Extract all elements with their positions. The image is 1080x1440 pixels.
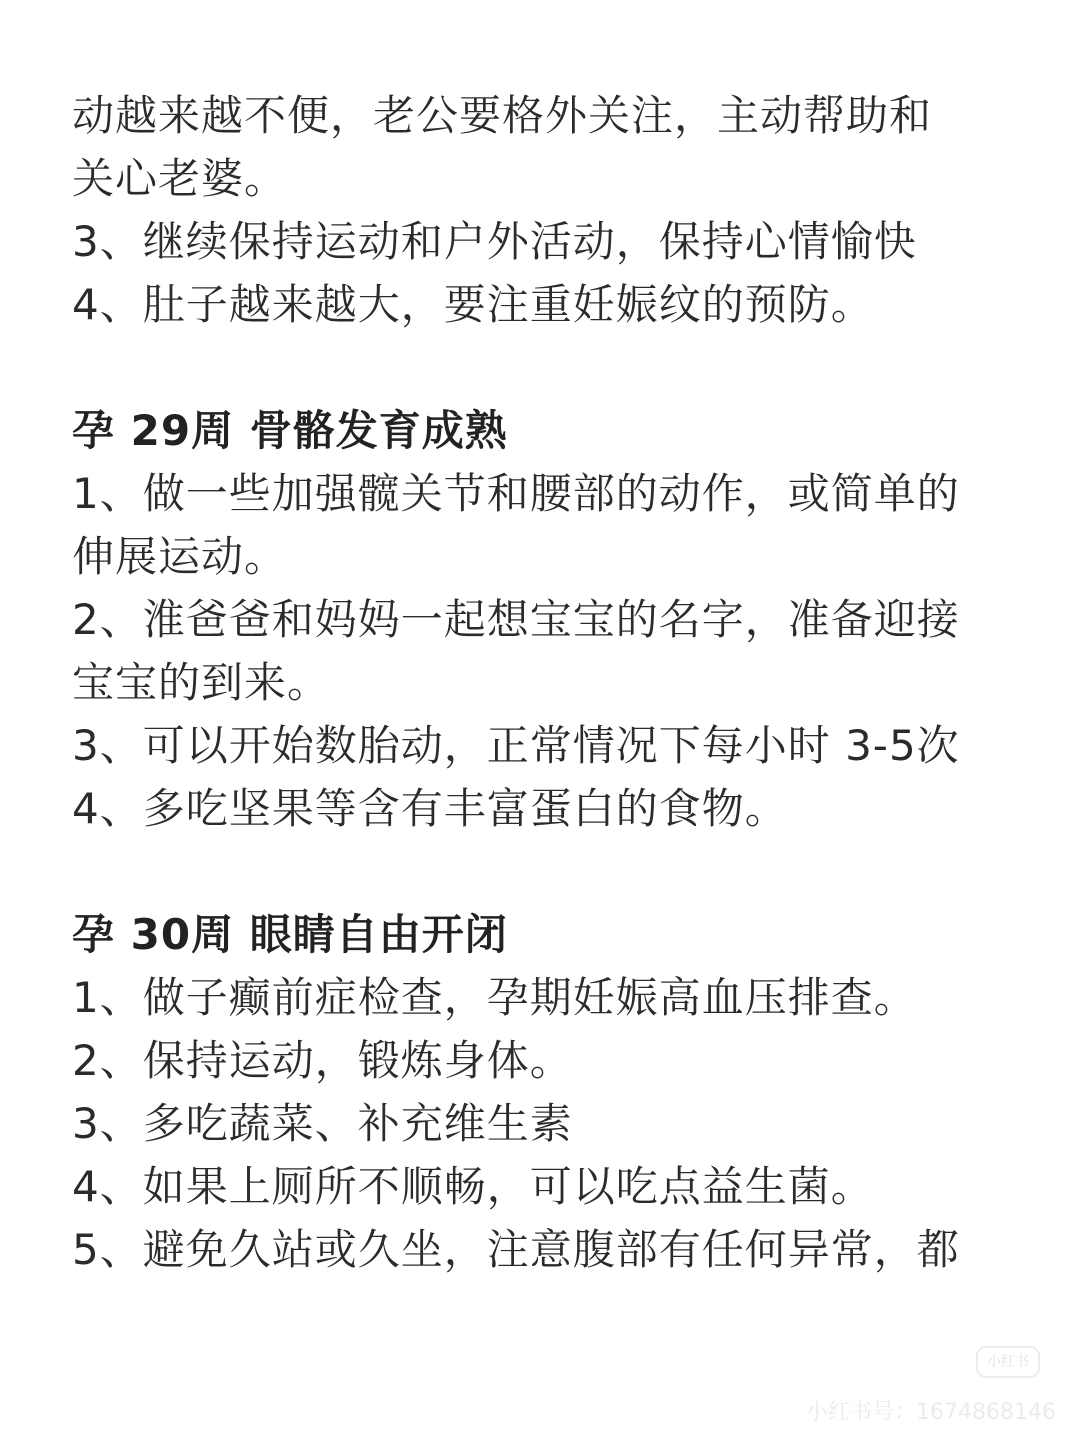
week30-heading: 孕 30周 眼睛自由开闭 — [72, 910, 508, 959]
section-spacer — [72, 336, 1012, 399]
week30-line-2: 2、保持运动，锻炼身体。 — [72, 1036, 573, 1085]
week30-line-3: 3、多吃蔬菜、补充维生素 — [72, 1099, 573, 1148]
week29-line-5: 3、可以开始数胎动，正常情况下每小时 3-5次 — [72, 721, 960, 770]
intro-line-3: 3、继续保持运动和户外活动，保持心情愉快 — [72, 217, 917, 266]
article-body — [72, 84, 1012, 1281]
week30-line-1: 1、做子癫前症检查，孕期妊娠高血压排查。 — [72, 973, 917, 1022]
week29-heading: 孕 29周 骨骼发育成熟 — [72, 406, 508, 455]
week30-line-4: 4、如果上厕所不顺畅，可以吃点益生菌。 — [72, 1162, 874, 1211]
week29-line-4: 宝宝的到来。 — [72, 658, 331, 707]
week30-line-5: 5、避免久站或久坐，注意腹部有任何异常，都 — [72, 1225, 960, 1274]
watermark-logo: 小红书 — [976, 1346, 1040, 1378]
section-spacer — [72, 840, 1012, 903]
week29-line-6: 4、多吃坚果等含有丰富蛋白的食物。 — [72, 784, 788, 833]
week29-line-1: 1、做一些加强髋关节和腰部的动作，或简单的 — [72, 469, 960, 518]
intro-line-1: 动越来越不便，老公要格外关注，主动帮助和 — [72, 91, 933, 140]
week29-line-3: 2、淮爸爸和妈妈一起想宝宝的名字，准备迎接 — [72, 595, 960, 644]
watermark-id: 小红书号：1674868146 — [806, 1400, 1056, 1425]
week29-line-2: 伸展运动。 — [72, 532, 288, 581]
watermark — [806, 1346, 1056, 1426]
intro-line-2: 关心老婆。 — [72, 154, 288, 203]
intro-line-4: 4、肚子越来越大，要注重妊娠纹的预防。 — [72, 280, 874, 329]
